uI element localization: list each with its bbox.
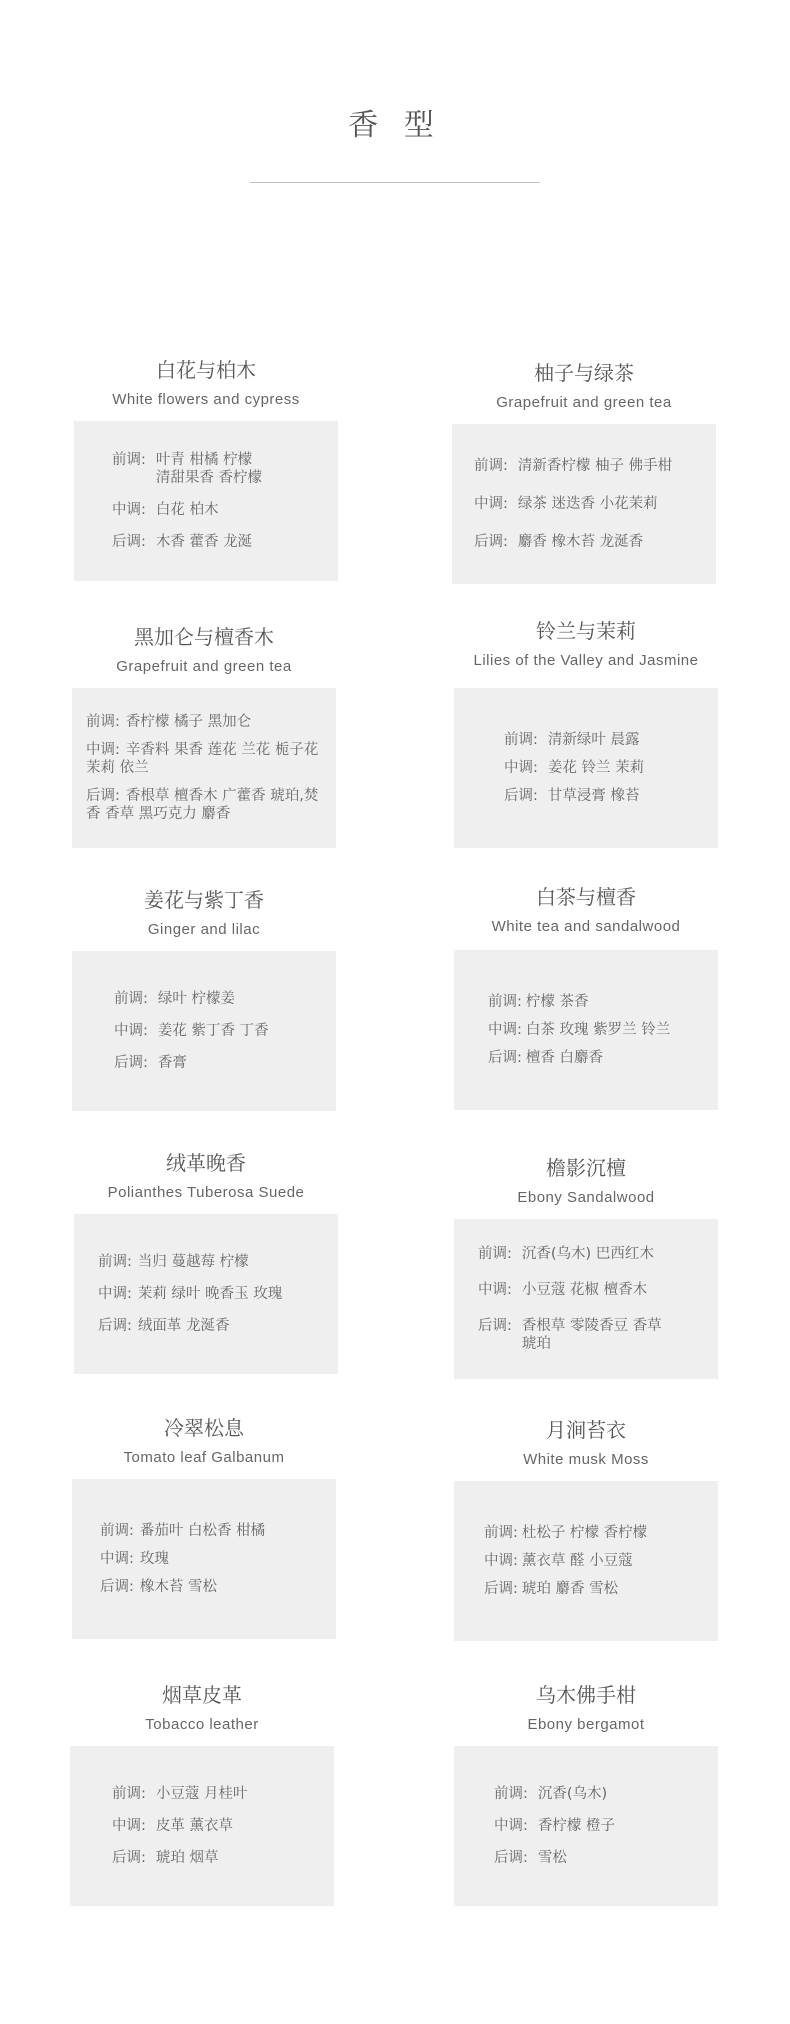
notes-box (454, 1746, 718, 1906)
card-subtitle: Tomato leaf Galbanum (123, 1449, 285, 1466)
base-note-row (112, 1849, 314, 1867)
card-title: 柚子与绿茶 (534, 361, 634, 385)
middle-note-row (484, 1552, 698, 1570)
note-label: 前调: (100, 1523, 134, 1539)
note-value: 小豆蔻 月桂叶 (155, 1786, 248, 1802)
note-value: 薰衣草 醛 小豆蔻 (521, 1553, 633, 1569)
base-note-row (494, 1849, 698, 1867)
note-value: 当归 蔓越莓 柠檬 (137, 1254, 249, 1270)
card-subtitle: White tea and sandalwood (491, 918, 681, 935)
note-label: 后调: (112, 534, 146, 550)
note-value: 姜花 紫丁香 丁香 (157, 1023, 269, 1039)
note-value: 琥珀 麝香 雪松 (521, 1581, 619, 1597)
top-note-row (488, 993, 698, 1011)
card-title: 檐影沉檀 (546, 1156, 626, 1180)
note-label: 中调: (114, 1023, 148, 1039)
card-subtitle: Lilies of the Valley and Jasmine (473, 652, 699, 669)
note-label: 前调: (474, 458, 508, 474)
top-note-row (494, 1785, 698, 1803)
card-title: 冷翠松息 (164, 1416, 244, 1440)
page-title: 香 型 (348, 108, 442, 143)
note-value: 檀香 白麝香 (525, 1050, 603, 1066)
middle-note-row (98, 1285, 318, 1303)
fragrance-card (454, 1153, 718, 1379)
card-subtitle: Grapefruit and green tea (116, 658, 292, 675)
note-value: 白茶 玫瑰 紫罗兰 铃兰 (525, 1022, 671, 1038)
card-title: 铃兰与茉莉 (536, 619, 636, 643)
note-value: 琥珀 烟草 (155, 1850, 219, 1866)
note-label: 中调: (504, 760, 538, 776)
note-label: 前调: (494, 1786, 528, 1802)
note-label: 后调: (98, 1318, 132, 1334)
note-label: 后调: (488, 1050, 522, 1066)
notes-box (72, 1479, 336, 1639)
note-label: 后调: (86, 788, 120, 804)
note-value: 清新绿叶 晨露 (547, 732, 640, 748)
title-divider (250, 182, 540, 183)
note-value: 木香 藿香 龙涎 (155, 534, 253, 550)
note-value: 杜松子 柠檬 香柠檬 (521, 1525, 648, 1541)
fragrance-card (454, 1680, 718, 1906)
note-value: 香根草 檀香木 广藿香 琥珀,焚香 香草 黑巧克力 麝香 (86, 788, 319, 822)
note-label: 中调: (98, 1286, 132, 1302)
middle-note-row (112, 1817, 314, 1835)
notes-box (454, 950, 718, 1110)
note-value: 沉香(乌木) 巴西红木 (521, 1246, 654, 1262)
top-note-row (98, 1253, 318, 1271)
middle-note-row (478, 1281, 698, 1299)
card-title: 烟草皮革 (162, 1683, 242, 1707)
fragrance-card (72, 885, 336, 1111)
notes-box (72, 951, 336, 1111)
note-label: 后调: (494, 1850, 528, 1866)
fragrance-card (454, 1415, 718, 1641)
note-label: 中调: (100, 1551, 134, 1567)
middle-note-row (488, 1021, 698, 1039)
note-value: 沉香(乌木) (537, 1786, 608, 1802)
fragrance-card (74, 1148, 338, 1374)
base-note-row (86, 787, 322, 823)
fragrance-card (74, 355, 338, 581)
base-note-row (114, 1054, 316, 1072)
card-subtitle: Polianthes Tuberosa Suede (107, 1184, 305, 1201)
middle-note-row (114, 1022, 316, 1040)
card-title: 姜花与紫丁香 (144, 888, 264, 912)
note-value: 绿叶 柠檬姜 (157, 991, 235, 1007)
note-value: 甘草浸膏 橡苔 (547, 788, 640, 804)
middle-note-row (112, 501, 318, 519)
base-note-row (98, 1317, 318, 1335)
note-value: 玫瑰 (139, 1551, 169, 1567)
top-note-row (100, 1522, 316, 1540)
note-value: 香柠檬 橙子 (537, 1818, 615, 1834)
card-title: 绒革晚香 (166, 1151, 246, 1175)
note-label: 中调: (474, 496, 508, 512)
top-note-row (86, 713, 322, 731)
card-subtitle: Tobacco leather (145, 1716, 259, 1733)
note-label: 中调: (488, 1022, 522, 1038)
fragrance-card (452, 358, 716, 584)
note-label: 前调: (504, 732, 538, 748)
fragrance-card (70, 1680, 334, 1906)
top-note-row (114, 990, 316, 1008)
base-note-row (488, 1049, 698, 1067)
base-note-row (478, 1317, 698, 1353)
note-label: 后调: (114, 1055, 148, 1071)
top-note-row (474, 457, 696, 475)
note-value: 麝香 橡木苔 龙涎香 (517, 534, 644, 550)
note-value: 柠檬 茶香 (525, 994, 589, 1010)
note-value: 番茄叶 白松香 柑橘 (139, 1523, 266, 1539)
fragrance-card (454, 882, 718, 1110)
card-title: 白茶与檀香 (536, 885, 636, 909)
note-value: 绿茶 迷迭香 小花茉莉 (517, 496, 658, 512)
note-label: 后调: (478, 1318, 512, 1334)
fragrance-card (454, 616, 718, 848)
card-subtitle: White flowers and cypress (112, 391, 300, 408)
note-value: 小豆蔻 花椒 檀香木 (521, 1282, 648, 1298)
card-title: 乌木佛手柑 (536, 1683, 636, 1707)
notes-box (454, 688, 718, 848)
middle-note-row (86, 741, 322, 777)
note-value: 雪松 (537, 1850, 567, 1866)
middle-note-row (504, 759, 698, 777)
note-label: 中调: (86, 742, 120, 758)
note-value: 香柠檬 橘子 黑加仑 (125, 714, 252, 730)
note-label: 中调: (112, 1818, 146, 1834)
note-label: 后调: (504, 788, 538, 804)
note-label: 前调: (488, 994, 522, 1010)
note-value: 姜花 铃兰 茉莉 (547, 760, 645, 776)
note-label: 前调: (478, 1246, 512, 1262)
note-value: 叶青 柑橘 柠檬 清甜果香 香柠檬 (155, 452, 262, 486)
note-label: 前调: (86, 714, 120, 730)
note-label: 前调: (484, 1525, 518, 1541)
notes-box (72, 688, 336, 848)
top-note-row (112, 451, 318, 487)
notes-box (454, 1481, 718, 1641)
note-label: 后调: (474, 534, 508, 550)
note-value: 辛香料 果香 莲花 兰花 栀子花 茉莉 依兰 (86, 742, 319, 776)
base-note-row (504, 787, 698, 805)
note-label: 前调: (98, 1254, 132, 1270)
card-title: 黑加仑与檀香木 (134, 625, 274, 649)
card-subtitle: Ebony Sandalwood (517, 1189, 655, 1206)
note-label: 前调: (114, 991, 148, 1007)
notes-box (454, 1219, 718, 1379)
note-label: 中调: (112, 502, 146, 518)
card-subtitle: White musk Moss (523, 1451, 649, 1468)
note-label: 后调: (112, 1850, 146, 1866)
card-subtitle: Ebony bergamot (527, 1716, 645, 1733)
card-subtitle: Grapefruit and green tea (496, 394, 672, 411)
base-note-row (484, 1580, 698, 1598)
note-label: 后调: (100, 1579, 134, 1595)
note-value: 清新香柠檬 柚子 佛手柑 (517, 458, 673, 474)
notes-box (74, 1214, 338, 1374)
top-note-row (504, 731, 698, 749)
top-note-row (112, 1785, 314, 1803)
base-note-row (112, 533, 318, 551)
middle-note-row (100, 1550, 316, 1568)
note-value: 皮革 薰衣草 (155, 1818, 233, 1834)
card-subtitle: Ginger and lilac (147, 921, 261, 938)
top-note-row (478, 1245, 698, 1263)
note-label: 中调: (484, 1553, 518, 1569)
middle-note-row (474, 495, 696, 513)
note-value: 香根草 零陵香豆 香草 琥珀 (521, 1318, 662, 1352)
note-label: 前调: (112, 1786, 146, 1802)
card-title: 月涧苔衣 (546, 1418, 626, 1442)
note-value: 橡木苔 雪松 (139, 1579, 217, 1595)
base-note-row (474, 533, 696, 551)
note-label: 前调: (112, 452, 146, 468)
note-value: 茉莉 绿叶 晚香玉 玫瑰 (137, 1286, 283, 1302)
note-label: 中调: (478, 1282, 512, 1298)
notes-box (70, 1746, 334, 1906)
notes-box (452, 424, 716, 584)
note-label: 后调: (484, 1581, 518, 1597)
fragrance-card (72, 622, 336, 848)
top-note-row (484, 1524, 698, 1542)
note-value: 绒面革 龙涎香 (137, 1318, 230, 1334)
notes-box (74, 421, 338, 581)
middle-note-row (494, 1817, 698, 1835)
note-value: 香膏 (157, 1055, 187, 1071)
card-title: 白花与柏木 (156, 358, 256, 382)
note-value: 白花 柏木 (155, 502, 219, 518)
base-note-row (100, 1578, 316, 1596)
fragrance-card (72, 1413, 336, 1639)
note-label: 中调: (494, 1818, 528, 1834)
